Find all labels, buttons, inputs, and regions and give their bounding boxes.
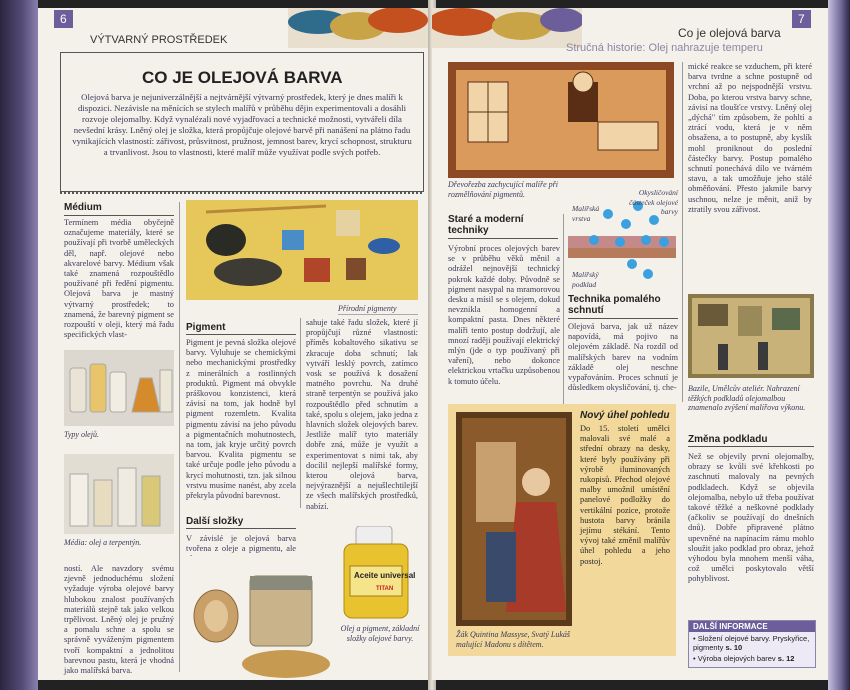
page-number-left: 6 [54,10,73,28]
page-subtitle: Stručná historie: Olej nahrazuje temperu [566,42,763,54]
column-divider-1 [179,202,180,672]
media-photo [64,454,174,534]
modern-techniques-heading: Staré a moderní techniky [448,214,524,236]
support-change-rule [688,446,814,447]
left-book-edge [0,0,38,690]
diagram-label-base: Malířský podklad [572,270,599,289]
pigments-caption: Přírodní pigmenty [338,304,397,313]
oils-photo [64,350,174,426]
page-number-right: 7 [792,10,811,28]
painting-caption: Žák Quintina Massyse, Svatý Lukáš malující Madonu s dítětem. [456,630,570,649]
slow-drying-heading: Technika pomalého schnutí [568,294,661,316]
pigment-heading-rule [186,334,296,335]
more-info-item-2-page: s. 12 [777,654,795,663]
st-luke-painting [456,412,572,626]
pigment-jar-photo [186,556,342,680]
other-components-text: V závislé je olejová barva tvořena z oleje a pigmentu, ale [186,534,296,554]
right-column-divider-2 [682,62,683,402]
pigment-text: Pigment je pevná složka olejové barvy. Vyluhuje se chemickými nebo mechanickými prostředky z minerálních a rostlinných produktů. Pigment má obvykle práškovou konzistenci, která závisí na tom, jak hodně byl pigment rozemletn. Kvalita pigmentu závisí na jeho původu a pigmentačních mohutnostech, na tom, jak kryje určitý povrch barvou. Kvalita pigmentu se také určuje podle jeho původu a krycí mohutnosti, tzn. jak silnou vrstvu musíme nanést, aby zcela překryla původní barevnost. [186,338,296,501]
more-info-item-2[interactable]: • Výroba olejových barev s. 12 [693,654,795,663]
woodcut-image [448,62,674,178]
column-divider-2 [300,318,301,508]
slow-drying-rule [568,318,678,319]
right-book-edge [828,0,850,690]
section-header-right: Co je olejová barva [678,26,781,40]
jar-caption: Olej a pigment, základní složky olejové barvy. [340,624,420,643]
bazile-caption: Bazile, Umělcův ateliér. Nahrazení těžkých podkladů olejomalbou znamenalo zvýšení malířova výkonu. [688,384,806,412]
new-perspective-heading: Nový úhel pohledu [580,410,670,421]
more-info-title: DALŠÍ INFORMACE [689,621,815,632]
page-title: CO JE OLEJOVÁ BARVA [142,68,343,87]
paint-smear-decoration-right [432,8,582,48]
medium-text: Termínem média obyčejně označujeme materiály, které se používají při tvorbě uměleckých děl, např. olejové nebo akvarelové barvy. Médium však také znamená rozpouštědlo používané při ředění pigmentu. Olejová barva je mastný výtvarný prostředek; to znamená, že barevný pigment se rozpouští v oleji, který má řadu specifických vlast- [64,218,174,340]
other-heading-rule [186,528,296,529]
more-info-item-1-text: Složení olejové barvy. Pryskyřice, pigmenty [693,634,810,652]
pigments-photo [186,200,418,300]
diagram-label-oil-layer: Malířská vrstva [572,204,600,223]
right-column-text: mické reakce se vzduchem, při které barva tvrdne a schne postupně od vrchní až po nejspodnější vrstvu. Doba, po kterou vrstva barvy schne, závisí na tloušťce vrstvy. Lněný olej „dýchá" tím způsobem, že pohltí a ztrácí vodu, která je v něm obsažena, a to postupně, aby kyslík mohl proniknout do poslední částečky barvy. Postup pomalého schnutí ponechává dílo ve tvárném stavu, a tak umožňuje jeho stálé obměňování. Přesto jakmile barvy uschnou, nelze je měnit, aniž by ztratily svou zářivost. [688,62,812,214]
intro-paragraph: Olejová barva je nejuniverzálnější a nejtvárnější výtvarný prostředek, který je dnes malíři k dispozici. Nezávisle na měnících se stylech malířů v průběhu dějin experimentovali a dosáhli rozvoje olejomalby. Když vynalézali nové vyjadřovací a technické možnosti, vytvářeli díla nevšední krásy. Lněný olej je složka, která propůjčuje olejové barvě při nanášení na plátno řadu vynikajících vlastností: zářivost, průsvitnost, pružnost, jemnost barev, krycí schopnost, strukturu a trvanlivost. Jsou to vlastnosti, které malíř může využívat podle svých potřeb. [72,92,412,157]
section-divider [60,192,422,194]
support-change-heading: Změna podkladu [688,434,768,445]
more-info-item-2-text: Výroba olejových barev [697,654,776,663]
section-header-left: VÝTVARNÝ PROSTŘEDEK [90,34,228,46]
pigment-heading: Pigment [186,322,226,333]
new-perspective-text: Do 15. století umělci malovali své malé a střední obrazy na desky, které byly používány při výrobě iluminovaných rukopisů. Přechod olejové malby umožnil umístění panelové podložky do vertikální pozice, protože hustota barvy bránila jejímu stékání. Tento vývoj také změnil malířův úhel pohledu a jeho postoj. [580,424,670,566]
middle-column-text: sahuje také řadu složek, které jí propůjčují různé vlastnosti: příměs kobaltového sikativu se zkracuje doba schnutí; lak vytváří lesklý povrch, zatímco vosk se používá k dosažení matného povrchu. Na druhé straně terpentýn se používá jako rozpouštědlo před schnutím a také, spolu s olejem, jako jedna z hlavních složek olejových barev. Jestliže malíř tyto materiály dobře zná, může je využít a experimentovat s nimi tak, aby docílil nejlepší malířské formy, kterou olejová barva, nejvýraznější a nejušlechtilejší ze všech malířských prostředků, nabízí. [306,318,418,511]
slow-drying-text: Olejová barva, jak už název napovídá, má pojivo na olejovém základě. Na rozdíl od malířských barev na vodním základě olej neschne vypařováním. Proces schnutí je důsledkem okysličování, tj. che- [568,322,678,393]
modern-heading-rule [448,238,558,239]
left-page [38,8,430,680]
medium-continued-text: ností. Ale navzdory svému zjevně jednoduchému složení vyžaduje výroba olejové barvy hlubokou znalost používaných materiálů stejně tak jako velkou trpělivost. Lněný olej je pružný a pomalu schne a spolu se správně vyváženým pigmentem tvoří kompaktní a jednolitou barevnou pastu, která je vhodná jako malířská barva. [64,564,174,676]
more-info-item-1[interactable]: • Složení olejové barvy. Pryskyřice, pigmenty s. 10 [693,634,810,652]
oil-bottle-photo [336,526,416,620]
pigments-caption-rule [338,314,418,315]
bottle-brand-text: TITAN [376,586,394,592]
paint-smear-decoration [288,8,430,48]
bazile-painting [688,294,814,378]
medium-heading-rule [64,215,174,216]
other-components-heading: Další složky [186,516,244,527]
medium-heading: Médium [64,202,102,213]
right-page [432,8,828,680]
bottle-label-text: Aceite universal [354,571,416,580]
media-caption: Média: olej a terpentýn. [64,538,142,547]
diagram-label-oxidation: Okysličování částeček olejové barvy [629,188,678,216]
right-column-divider-1 [563,214,564,404]
support-change-text: Než se objevily první olejomalby, obrazy se kvůli své křehkosti po zaschnutí malovaly na pevných podkladech. Když se objevila olejomalba, nebylo už třeba používat takové těžké a neškovné podklady (ačkoliv se používají do dnešních dnů). Dobře připravené plátno upevněné na napínacím rámu mohlo sloužit jako podklad pro obraz, jehož výhodou byla mnohem menší váha, což umělci poskytovalo větší pohyblivost. [688,452,814,584]
more-info-box [688,620,816,668]
oils-caption: Typy olejů. [64,430,99,439]
modern-techniques-text: Výrobní proces olejových barev se v průběhu věků měnil a odrážel nejnovější technický pokrok každé doby. Původně se pigment nasypal na mramorovou desku a mísil se s olejem, dokud nevznikla homogenní a kompaktní pasta. Dnes některé malíři tento postup dodržují, ale mnozí raději používají elektrický mlýn (jde o typ používaný při vaření), nebo dokonce elektrickou vrtačku uzpůsobenou k tomuto účelu. [448,244,560,386]
more-info-item-1-page: s. 10 [725,643,743,652]
woodcut-caption: Dřevořezba zachycující malíře při rozmělňování pigmentů. [448,180,558,199]
